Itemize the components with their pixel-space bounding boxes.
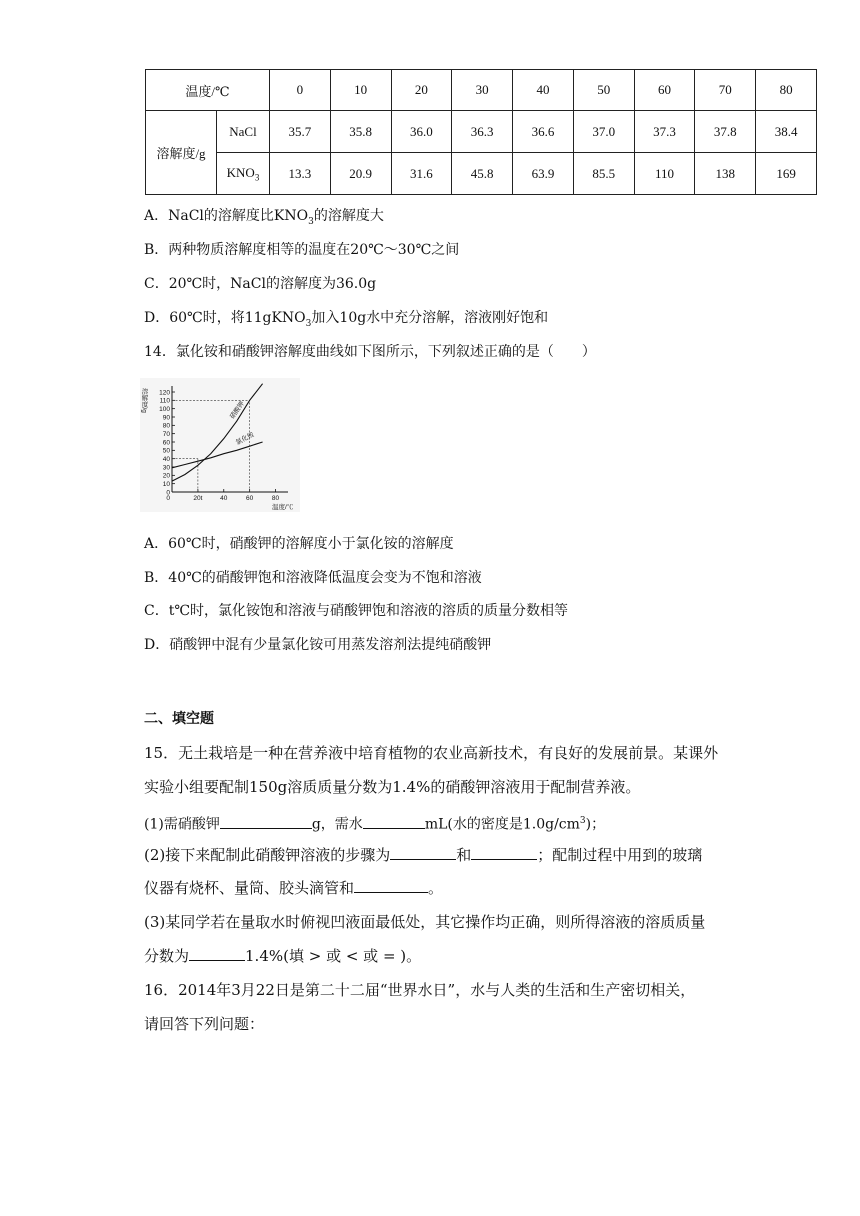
table-cell: 60 [634,70,695,111]
q16-line-1: 16．2014年3月22日是第二十二届“世界水日”，水与人类的生活和生产密切相关， [144,981,696,999]
table-cell: 50 [573,70,634,111]
table-row [146,70,817,111]
q13-option-b: B．两种物质溶解度相等的温度在20℃～30℃之间 [144,242,460,258]
table-cell: 110 [634,153,695,195]
x-tick-label: 80 [271,495,280,502]
table-cell: 35.7 [270,111,331,153]
table-cell: 36.6 [513,111,574,153]
y-tick-label: 40 [162,455,170,463]
blank-step-2[interactable] [471,845,537,860]
table-cell: 63.9 [513,153,574,195]
table-cell: 36.0 [391,111,452,153]
y-tick-label: 60 [162,439,170,447]
section-title: 二、填空题 [144,711,214,727]
table-cell: 138 [695,153,756,195]
q14-option-b: B．40℃的硝酸钾饱和溶液降低温度会变为不饱和溶液 [144,570,482,586]
q15-part-1: (1)需硝酸钾 g，需水 mL(水的密度是$1.0g/cm^3$)； [144,811,605,835]
temperature-header: 温度/℃ [146,70,270,111]
solubility-chart-svg [140,378,300,512]
q15-line-2: 实验小组要配制150g溶质质量分数为1.4%的硝酸钾溶液用于配制营养液。 [144,778,641,796]
y-tick-label: 30 [162,464,170,472]
origin-label: 0 [166,495,170,502]
x-tick-label: 40 [220,495,228,502]
table-cell: 38.4 [756,111,817,153]
table-cell: 20.9 [330,153,391,195]
q16-line-2: 请回答下列问题： [144,1015,265,1033]
q15-part-2-cont: 仪器有烧杯、量筒、胶头滴管和 。 [144,879,444,897]
series-label: 氯化铵 [234,431,256,447]
blank-step-1[interactable] [390,845,456,860]
q15-line-1: 15．无土栽培是一种在营养液中培育植物的农业高新技术，有良好的发展前景。某课外 [144,744,719,762]
blank-comparison[interactable] [189,946,245,961]
table-cell: 13.3 [270,153,331,195]
table-cell: 36.3 [452,111,513,153]
q15-part-3-cont: 分数为 1.4%(填 > 或 < 或 = )。 [144,947,422,965]
y-tick-label: 110 [159,397,170,405]
q14-option-c: C．t℃时，氯化铵饱和溶液与硝酸钾饱和溶液的溶质的质量分数相等 [144,603,568,619]
y-tick-label: 80 [162,422,170,430]
q15-part-2: (2)接下来配制此硝酸钾溶液的步骤为 和 ；配制过程中用到的玻璃 [144,846,703,864]
q14-option-a: A．60℃时，硝酸钾的溶解度小于氯化铵的溶解度 [144,536,454,552]
row-name-kno3: $KNO_3$ [217,153,270,195]
solubility-label: 溶解度/g [146,111,217,195]
table-cell: 45.8 [452,153,513,195]
y-tick-label: 50 [162,447,170,455]
q13-option-a: A．NaCl的溶解度比$KNO_3$的溶解度大 [144,208,384,227]
table-cell: 85.5 [573,153,634,195]
table-cell: 37.3 [634,111,695,153]
table-cell: 37.0 [573,111,634,153]
table-cell: 40 [513,70,574,111]
table-row [146,153,817,195]
x-tick-label: 60 [246,495,254,502]
table-row [146,111,817,153]
y-tick-label: 10 [162,480,170,488]
table-cell: 37.8 [695,111,756,153]
y-axis-label: 溶解度/g [140,388,148,413]
table-cell: 169 [756,153,817,195]
q15-part-3: (3)某同学若在量取水时俯视凹液面最低处，其它操作均正确，则所得溶液的溶质质量 [144,913,706,931]
y-tick-label: 100 [159,405,170,413]
table-cell: 30 [452,70,513,111]
table-cell: 20 [391,70,452,111]
x-axis-label: 温度/℃ [272,504,294,511]
x-tick-label: 20t [193,495,203,502]
q13-option-c: C．20℃时，NaCl的溶解度为36.0g [144,276,377,292]
series-label: 硝酸钾 [229,400,246,421]
q14-stem: 14．氯化铵和硝酸钾溶解度曲线如下图所示，下列叙述正确的是（ ） [144,344,596,360]
table-cell: 80 [756,70,817,111]
table-cell: 70 [695,70,756,111]
blank-glass-instrument[interactable] [354,878,428,893]
y-tick-label: 70 [162,430,170,438]
table-cell: 31.6 [391,153,452,195]
y-tick-label: 0 [166,489,170,497]
table-cell: 35.8 [330,111,391,153]
q13-option-d: D．60℃时，将11gKNO$_3$加入10g水中充分溶解，溶液刚好饱和 [144,310,549,329]
y-tick-label: 20 [162,472,170,480]
table-cell: 0 [270,70,331,111]
y-tick-label: 90 [162,414,170,422]
q14-option-d: D．硝酸钾中混有少量氯化铵可用蒸发溶剂法提纯硝酸钾 [144,637,492,653]
solubility-table [145,69,817,195]
y-tick-label: 120 [159,389,170,397]
row-name-nacl: NaCl [217,111,270,153]
blank-water-volume[interactable] [363,814,425,829]
table-cell: 10 [330,70,391,111]
blank-kno3-mass[interactable] [220,814,312,829]
solubility-chart [140,378,300,512]
